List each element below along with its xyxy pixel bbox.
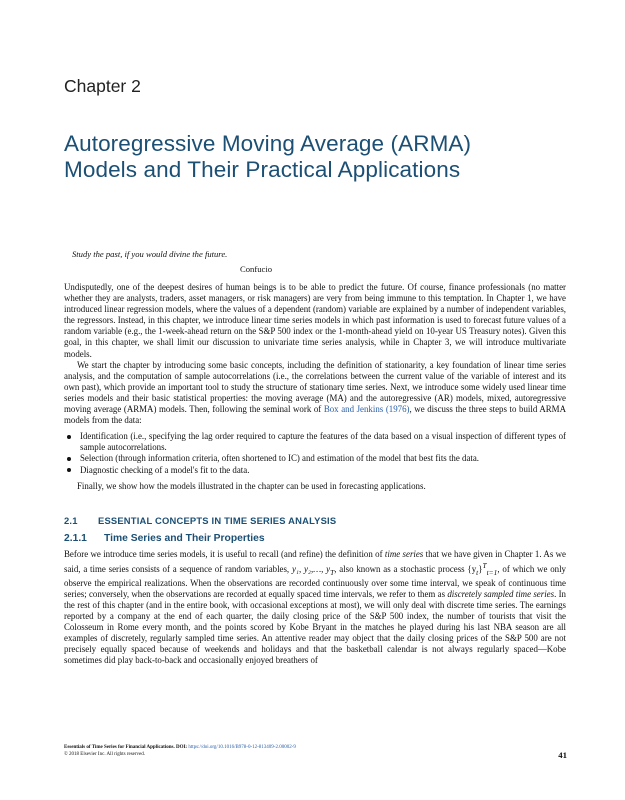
steps-list — [64, 431, 566, 475]
list-item-text: Diagnostic checking of a model's fit to the data. — [80, 464, 250, 475]
body-text: Before we introduce time series models, it is useful to recall (and refine) the definition of — [64, 548, 385, 559]
intro-paragraph-2 — [64, 360, 566, 427]
math-subscript: t=1 — [486, 567, 498, 577]
list-item-text: Identification (i.e., specifying the lag order required to capture the features of the data based on a visual inspection of different types of sample autocorrelations. — [80, 431, 566, 453]
chapter-label: Chapter 2 — [64, 76, 141, 96]
math-superscript: T — [482, 560, 487, 570]
body-text: that we have given in Chapter 1. As we said, a time series consists of a sequence of random variables, — [64, 548, 566, 574]
section-title: ESSENTIAL CONCEPTS IN TIME SERIES ANALYSIS — [98, 514, 337, 526]
chapter-title — [64, 131, 584, 183]
footer-book-title: Essentials of Time Series for Financial Applications. — [64, 745, 175, 750]
emphasis-text: discretely sampled time series — [447, 588, 555, 599]
page-number: 41 — [558, 750, 567, 760]
footer-doi-label: DOI: — [175, 745, 188, 750]
subsection-heading — [64, 533, 566, 544]
body-text: , of which we only observe the empirical realizations. When the observations are recorded continuously over some time interval, we speak of continuous time series; conversely, when the observations are recorded at equally spaced time intervals, we refer to them as — [64, 563, 566, 599]
subsection-number: 2.1.1 — [64, 532, 87, 544]
bullet-icon — [67, 457, 71, 461]
list-item-text: Selection (through information criteria, often shortened to IC) and estimation of the model that best fits the data. — [80, 453, 480, 464]
epigraph-quote: Study the past, if you would divine the future. — [72, 249, 228, 259]
footer-doi-link[interactable]: https://doi.org/10.1016/B978-0-12-813409-2.00002-9 — [188, 745, 296, 750]
body-paragraph: Before we introduce time series models, it is useful to recall (and refine) the definition of time series that we have given in Chapter 1. As we said, a time series consists of a sequence of random variables, y₁, y₂,…, $y_T$, also known as a stochastic process $\{y_t\}^T_{t=1}$, of which we only observe the empirical realizations. When the observations are recorded continuously over some time interval, we speak of continuous time series; conversely, when the observations are recorded at equally spaced time intervals, we refer to them as discretely sampled time series. In the rest of this chapter (and in the entire book, with occasional exceptions at most), we will only deal with discrete time series. The earnings reported by a company at the end of each quarter, the daily closing price of the S&P 500 index, the number of tourists that visit the Colosseum in Rome every month, and the points scored by Kobe Bryant in the matches he played during his last NBA season are all examples of discretely, regularly sampled time series. An attentive reader may object that the daily closing prices of the S&P 500 are not precisely equally spaced because of weekends and holidays and that the basketball calendar is not always regularly spaced—Kobe sometimes did play back-to-back and occasionally enjoyed breathers of — [64, 548, 566, 666]
bullet-icon — [67, 468, 71, 472]
math-subscript: T — [330, 567, 335, 577]
intro-paragraph-1: Undisputedly, one of the deepest desires of human beings is to be able to predict the future. Of course, finance professionals (no matter whether they are analysts, traders, asset managers, or risk managers) are very from being immune to this temptation. In Chapter 1, we have introduced linear regression models, where the values of a dependent (random) variable are explained by a number of independent variables, the regressors. Instead, in this chapter, we introduce linear time series models in which past information is used to forecast future values of a random variable (e.g., the 1-week-ahead return on the S&P 500 index or the 1-month-ahead yield on 10-year US Treasury notes). Given this goal, in this chapter, we shall limit our discussion to univariate time series analysis, while in Chapter 3, we will introduce multivariate models. — [64, 282, 566, 359]
math-sequence: y₁, y₂,…, y — [291, 563, 331, 574]
chapter-title-line-2: Models and Their Practical Applications — [64, 157, 461, 182]
page-footer — [64, 744, 566, 758]
math-subscript: t — [476, 567, 479, 577]
emphasis-text: time series — [384, 548, 424, 559]
intro-paragraph-3: Finally, we show how the models illustrated in the chapter can be used in forecasting applications. — [77, 480, 426, 491]
list-item — [64, 465, 566, 476]
chapter-title-line-1: Autoregressive Moving Average (ARMA) — [64, 131, 472, 156]
section-number: 2.1 — [64, 514, 78, 526]
list-item — [64, 431, 566, 453]
intro-paragraph-2-end: , we discuss the three steps to build ARMA models from the data: — [64, 404, 566, 426]
section-heading — [64, 515, 566, 526]
epigraph — [72, 248, 272, 275]
epigraph-attribution: Confucio — [240, 264, 272, 274]
body-text: . In the rest of this chapter (and in the entire book, with occasional exceptions at most), we will only deal with discrete time series. The earnings reported by a company at the end of each quarter, the daily closing price of the S&P 500 index, the number of tourists that visit the Colosseum in Rome every month, and the points scored by Kobe Bryant in the matches he played during his last NBA season are all examples of discretely, regularly sampled time series. An attentive reader may object that the daily closing prices of the S&P 500 are not precisely equally spaced because of weekends and holidays and that the basketball calendar is not always regularly spaced—Kobe sometimes did play back-to-back and occasionally enjoyed breathers of — [64, 588, 566, 666]
body-text: , also known as a stochastic process {y — [334, 563, 477, 574]
intro-paragraph-2-text: We start the chapter by introducing some basic concepts, including the definition of stationarity, a key foundation of linear time series analysis, and the computation of sample autocorrelations (i.e., the correlations between the current value of the variable of interest and its own past), which provide an important tool to study the structure of stationary time series. Next, we introduce some widely used linear time series models and their basic statistical properties: the moving average (MA) and the autoregressive (AR) models, mixed, autoregressive moving average (ARMA) models. Then, following the seminal work of — [64, 359, 566, 415]
list-item — [64, 453, 566, 464]
subsection-title: Time Series and Their Properties — [104, 532, 265, 544]
main-text — [64, 282, 566, 667]
footer-copyright: © 2018 Elsevier Inc. All rights reserved. — [64, 752, 146, 757]
bullet-icon — [67, 435, 71, 439]
citation-link[interactable]: Box and Jenkins (1976) — [323, 404, 410, 415]
